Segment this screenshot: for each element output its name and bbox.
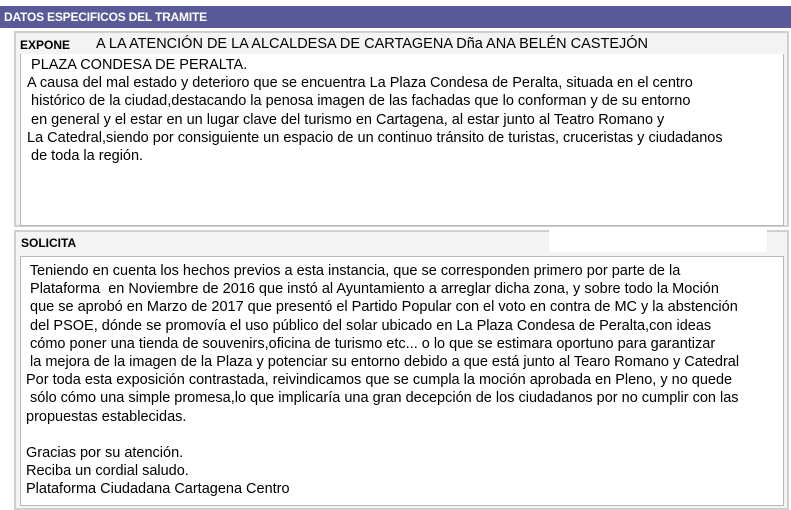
section-header-title: DATOS ESPECIFICOS DEL TRAMITE [4, 10, 207, 24]
overlay-patch [549, 228, 767, 252]
section-header [0, 6, 791, 28]
expone-label: EXPONE [20, 38, 71, 52]
expone-first-line[interactable]: A LA ATENCIÓN DE LA ALCALDESA DE CARTAGENA Dña ANA BELÉN CASTEJÓN [96, 36, 649, 52]
solicita-label: SOLICITA [21, 236, 77, 250]
solicita-label-row [17, 234, 547, 254]
solicita-textarea[interactable]: Teniendo en cuenta los hechos previos a esta instancia, que se corresponden primero por parte de la Plataforma en Noviembre de 2016 que instó al Ayuntamiento a arreglar dicha zona, y sobre todo la Moción que se aprobó en Marzo de 2017 que presentó el Partido Popular con el voto en contra de MC y la abstención del PSOE, dónde se promovía el uso público del solar ubicado en La Plaza Condesa de Peralta,con ideas cómo poner una tienda de souvenirs,oficina de turismo etc... o lo que se estimara oportuno para garantizar la mejora de la imagen de la Plaza y potenciar su entorno debido a que está junto al Tearo Romano y Catedral Por toda esta exposición contrastada, reivindicamos que se cumpla la moción aprobada en Pleno, y no quede sólo cómo una simple promesa,lo que implicaría una gran decepción de los ciudadanos por no cumplir con las propuestas establecidas. Gracias por su atención. Reciba un cordial saludo. Plataforma Ciudadana Cartagena Centro [20, 256, 784, 506]
expone-textarea[interactable]: PLAZA CONDESA DE PERALTA. A causa del mal estado y deterioro que se encuentra La Plaza Condesa de Peralta, situada en el centro histórico de la ciudad,destacando la penosa imagen de las fachadas que lo conforman y de su entorno en general y el estar en un lugar clave del turismo en Cartagena, al estar junto al Teatro Romano y La Catedral,siendo por consiguiente un espacio de un continuo tránsito de turistas, cruceristas y ciudadanos de toda la región. [20, 54, 784, 226]
